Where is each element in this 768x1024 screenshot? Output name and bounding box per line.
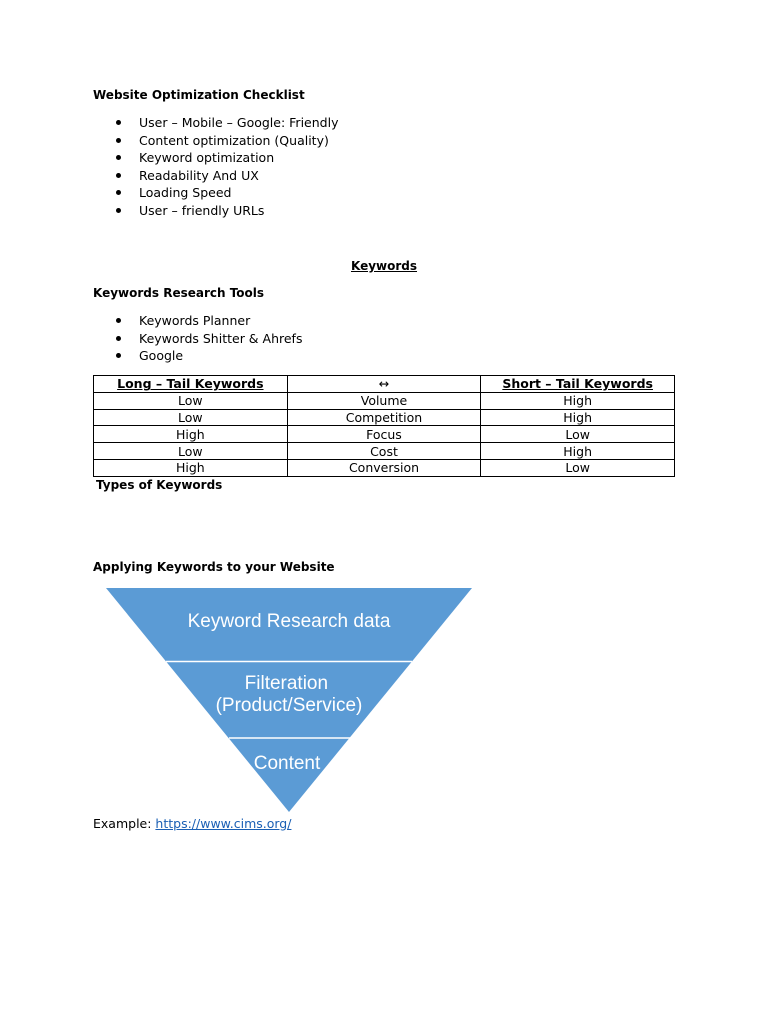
funnel-level-label: Filteration: [244, 673, 329, 694]
table-cell: Cost: [287, 443, 481, 460]
table-cell: Focus: [287, 426, 481, 443]
table-cell: High: [481, 392, 675, 409]
example-link[interactable]: https://www.cims.org/: [155, 816, 292, 831]
funnel-level-content: [254, 753, 321, 774]
example-label: Example:: [93, 816, 156, 831]
table-cell: Low: [481, 426, 675, 443]
funnel-level-label: (Product/Service): [215, 695, 363, 716]
table-cell: Low: [94, 409, 288, 426]
table-cell: Volume: [287, 392, 481, 409]
example-line: [93, 816, 291, 831]
table-cell: High: [94, 426, 288, 443]
column-header-arrow: ↔: [287, 376, 481, 393]
funnel-level-label: Content: [253, 753, 321, 774]
list-item: Keyword optimization: [93, 149, 338, 167]
list-item: Keywords Shitter & Ahrefs: [93, 330, 302, 348]
list-item: Readability And UX: [93, 167, 338, 185]
table-cell: Conversion: [287, 459, 481, 476]
checklist-title: Website Optimization Checklist: [93, 88, 305, 102]
table-cell: High: [94, 459, 288, 476]
list-item: Content optimization (Quality): [93, 132, 338, 150]
table-cell: Low: [94, 392, 288, 409]
list-item: User – friendly URLs: [93, 202, 338, 220]
table-cell: Low: [94, 443, 288, 460]
column-header-short-tail: Short – Tail Keywords: [481, 376, 675, 393]
table-cell: High: [481, 409, 675, 426]
list-item: Loading Speed: [93, 184, 338, 202]
list-item: Keywords Planner: [93, 312, 302, 330]
list-item: Google: [93, 347, 302, 365]
table-cell: Competition: [287, 409, 481, 426]
research-tools-heading: Keywords Research Tools: [93, 286, 265, 300]
keywords-title: Keywords: [350, 259, 418, 273]
applying-heading: Applying Keywords to your Website: [93, 560, 335, 574]
list-item: User – Mobile – Google: Friendly: [93, 114, 338, 132]
funnel-level-research: [188, 611, 391, 632]
table-cell: High: [481, 443, 675, 460]
funnel-level-label: Keyword Research data: [187, 611, 391, 632]
table-caption: Types of Keywords: [96, 478, 223, 492]
column-header-long-tail: Long – Tail Keywords: [94, 376, 288, 393]
table-cell: Low: [481, 459, 675, 476]
